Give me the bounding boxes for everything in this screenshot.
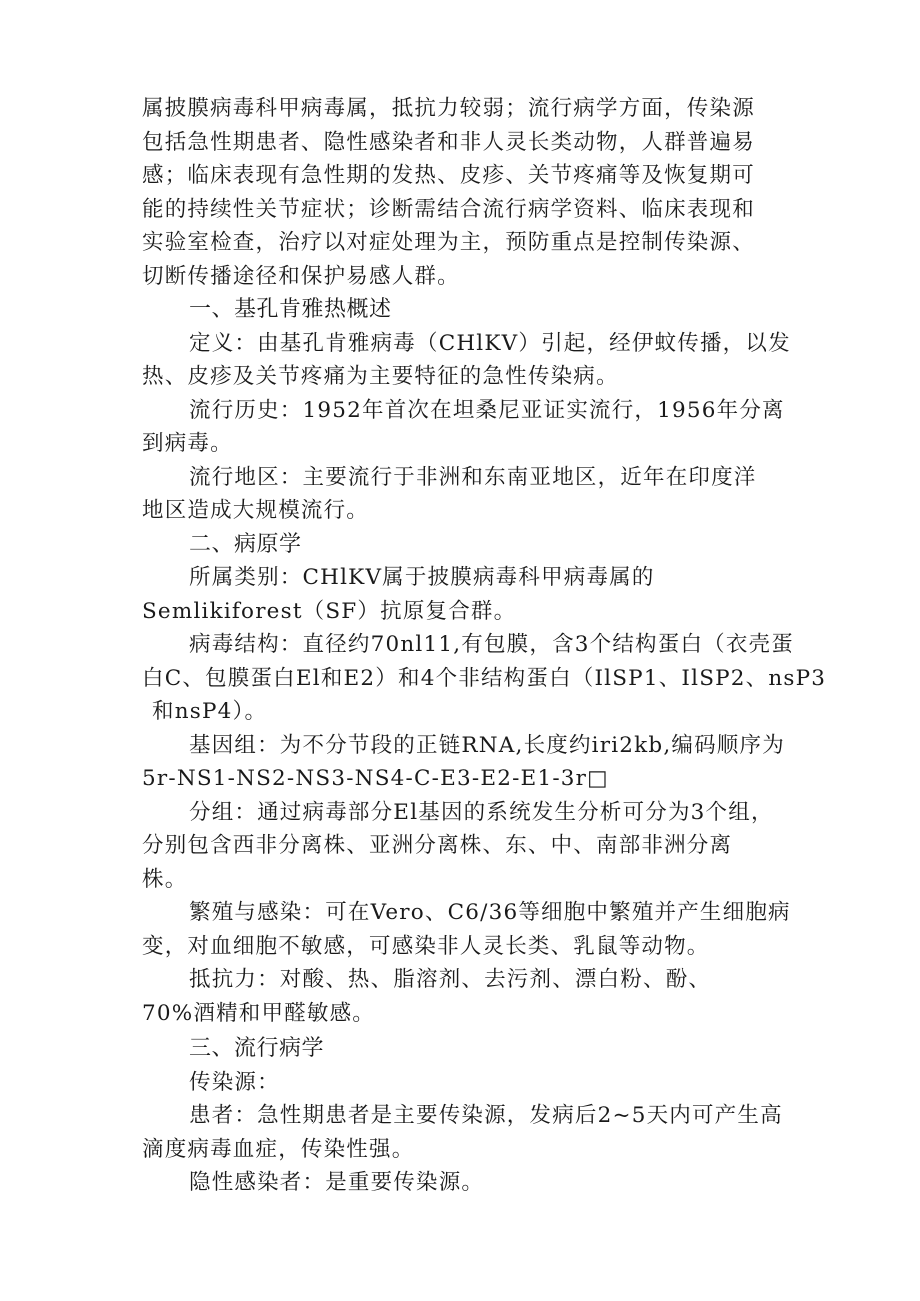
genome-paragraph bbox=[142, 729, 802, 796]
grouping-line: 株。 bbox=[142, 866, 188, 892]
intro-paragraph bbox=[142, 92, 802, 293]
region-line: 流行地区：主要流行于非洲和东南亚地区，近年在印度洋 bbox=[189, 464, 757, 490]
grouping-line: 分别包含西非分离株、亚洲分离株、东、中、南部非洲分离 bbox=[142, 833, 733, 858]
resistance-paragraph bbox=[142, 963, 802, 1030]
reproduction-line: 繁殖与感染：可在Vero、C6/36等细胞中繁殖并产生细胞病 bbox=[189, 900, 791, 925]
section-heading-overview: 一、基孔肯雅热概述 bbox=[189, 297, 392, 322]
resistance-line: 70%酒精和甲醛敏感。 bbox=[142, 1000, 375, 1026]
reproduction-paragraph bbox=[142, 896, 802, 963]
patient-line: 滴度病毒血症，传染性强。 bbox=[142, 1136, 415, 1162]
intro-line: 切断传播途径和保护易感人群。 bbox=[142, 263, 460, 289]
category-line: Semlikiforest（SF）抗原复合群。 bbox=[142, 598, 517, 624]
intro-line: 实验室检查，治疗以对症处理为主，预防重点是控制传染源、 bbox=[142, 230, 755, 255]
source-label: 传染源： bbox=[189, 1069, 280, 1095]
category-line: 所属类别：CHlKV属于披膜病毒科甲病毒属的 bbox=[189, 565, 655, 590]
category-paragraph bbox=[142, 561, 802, 628]
history-line: 流行历史：1952年首次在坦桑尼亚证实流行，1956年分离 bbox=[189, 397, 785, 423]
structure-paragraph bbox=[142, 628, 827, 729]
resistance-line: 抵抗力：对酸、热、脂溶剂、去污剂、漂白粉、酚、 bbox=[189, 967, 712, 992]
carrier-paragraph bbox=[142, 1166, 802, 1200]
grouping-paragraph bbox=[142, 796, 802, 897]
structure-line: 病毒结构：直径约70nl11,有包膜，含3个结构蛋白（衣壳蛋 bbox=[189, 632, 794, 657]
section-heading-etiology: 二、病原学 bbox=[189, 531, 302, 557]
document-page bbox=[142, 92, 827, 1200]
genome-line: 5r-NS1-NS2-NS3-NS4-C-E3-E2-E1-3r□ bbox=[142, 766, 609, 791]
region-paragraph bbox=[142, 461, 802, 528]
intro-line: 包括急性期患者、隐性感染者和非人灵长类动物，人群普遍易 bbox=[142, 129, 755, 155]
definition-paragraph bbox=[142, 327, 802, 394]
intro-line: 属披膜病毒科甲病毒属，抵抗力较弱；流行病学方面，传染源 bbox=[142, 96, 755, 121]
reproduction-line: 变，对血细胞不敏感，可感染非人灵长类、乳鼠等动物。 bbox=[142, 933, 710, 959]
intro-line: 能的持续性关节症状；诊断需结合流行病学资料、临床表现和 bbox=[142, 196, 755, 222]
carrier-line: 隐性感染者：是重要传染源。 bbox=[189, 1170, 485, 1195]
intro-line: 感；临床表现有急性期的发热、皮疹、关节疼痛等及恢复期可 bbox=[142, 163, 755, 188]
genome-line: 基因组：为不分节段的正链RNA,长度约iri2kb,编码顺序为 bbox=[189, 732, 785, 758]
grouping-line: 分组：通过病毒部分El基因的系统发生分析可分为3个组， bbox=[189, 799, 774, 825]
structure-line: 和nsP4）。 bbox=[152, 699, 268, 724]
history-paragraph bbox=[142, 394, 802, 461]
source-paragraph bbox=[142, 1066, 802, 1100]
definition-line: 热、皮疹及关节疼痛为主要特征的急性传染病。 bbox=[142, 364, 619, 389]
structure-line: 白C、包膜蛋白El和E2）和4个非结构蛋白（IlSP1、IlSP2、nsP3 bbox=[142, 665, 827, 691]
history-line: 到病毒。 bbox=[142, 431, 233, 456]
region-line: 地区造成大规模流行。 bbox=[142, 498, 370, 523]
definition-line: 定义：由基孔肯雅病毒（CHlKV）引起，经伊蚊传播，以发 bbox=[189, 330, 791, 356]
section-heading-epidemiology: 三、流行病学 bbox=[189, 1036, 325, 1061]
patient-paragraph bbox=[142, 1099, 802, 1166]
patient-line: 患者：急性期患者是主要传染源，发病后2~5天内可产生高 bbox=[189, 1103, 783, 1128]
